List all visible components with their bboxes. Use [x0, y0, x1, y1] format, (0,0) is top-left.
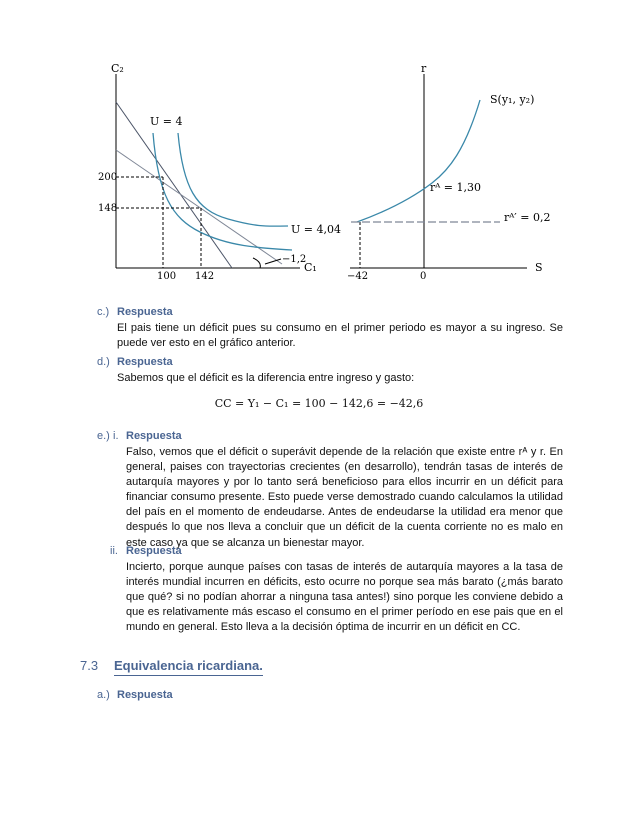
- item-a-heading: Respuesta: [117, 689, 173, 701]
- indifference-curve-u404: [178, 133, 288, 226]
- item-c-label: c.): [97, 306, 110, 318]
- ra-label: rᴬ = 1,30: [430, 181, 481, 194]
- section-title: Equivalencia ricardiana.: [114, 658, 263, 676]
- right-x-axis-label: S: [535, 261, 543, 274]
- left-y-axis-label: C₂: [111, 62, 124, 75]
- y-tick-200: 200: [98, 172, 118, 183]
- item-e-i-label: i.: [113, 430, 119, 442]
- economics-figure: [0, 0, 638, 300]
- x-tick-neg42: −42: [347, 271, 369, 282]
- item-d-label: d.): [97, 356, 110, 368]
- right-y-axis-label: r: [421, 62, 427, 75]
- curve-label-u404: U = 4,04: [291, 223, 341, 236]
- item-e-label: e.): [97, 430, 110, 442]
- item-a-label: a.): [97, 689, 110, 701]
- left-chart: [98, 62, 341, 282]
- right-chart: [347, 62, 550, 282]
- x-tick-zero: 0: [420, 271, 427, 282]
- item-e-ii-text: Incierto, porque aunque países con tasas de interés de autarquía mayores a la tasa de interés mundial incurren en déficits, esto ocurre no porque sea más barato (¿más barato que qué? si no podían ahorrar a ninguna tasa antes!) sino porque les conviene debido a que es relativamente más escaso el consumo en el primer período en ese pais que en el mundo en general. Esto lleva a la decisión óptima de incurrir en un déficit en CC.: [126, 561, 563, 634]
- item-d-heading: Respuesta: [117, 356, 173, 368]
- savings-curve-label: S(y₁, y₂): [490, 93, 535, 106]
- slope-arc: [253, 258, 260, 268]
- curve-label-u4: U = 4: [150, 115, 183, 128]
- y-tick-148: 148: [98, 203, 118, 214]
- item-d-text: Sabemos que el déficit es la diferencia entre ingreso y gasto:: [117, 372, 415, 384]
- item-e-i-text: Falso, vemos que el déficit o superávit depende de la relación que existe entre rᴬ y r. En general, paises con trayectorias crecientes (en desarrollo), tendrán tasas de interés de autarquía mayores y por lo tanto será beneficioso para ellos incurrir en un déficit para financiar consumo presente. Esto puede verse demostrado cuando calculamos la utilidad del país en el momento de endeudarse. Antes de endeudarse la utilidad era menor que después lo que nos lleva a concluir que un déficit de la cuenta corriente no es malo en este caso ya que se alcanza un bienestar mayor.: [126, 446, 563, 549]
- savings-curve: [357, 100, 480, 222]
- slope-label: −1,2: [282, 254, 307, 265]
- ra-prime-label: rᴬ′ = 0,2: [504, 211, 551, 224]
- item-e-ii-heading: Respuesta: [126, 545, 182, 557]
- item-e-ii-label: ii.: [110, 545, 118, 557]
- item-e-i-heading: Respuesta: [126, 430, 182, 442]
- item-c-heading: Respuesta: [117, 306, 173, 318]
- item-c-text: El pais tiene un déficit pues su consumo en el primer periodo es mayor a su ingreso. Se puede ver esto en el gráfico anterior.: [117, 322, 563, 350]
- deficit-equation: CC = Y₁ − C₁ = 100 − 142,6 = −42,6: [214, 397, 424, 410]
- section-number: 7.3: [80, 658, 99, 673]
- left-x-axis-label: C₁: [304, 261, 317, 274]
- indifference-curve-u4: [153, 133, 292, 250]
- x-tick-100: 100: [157, 271, 177, 282]
- section-heading: [80, 658, 263, 673]
- x-tick-142: 142: [195, 271, 215, 282]
